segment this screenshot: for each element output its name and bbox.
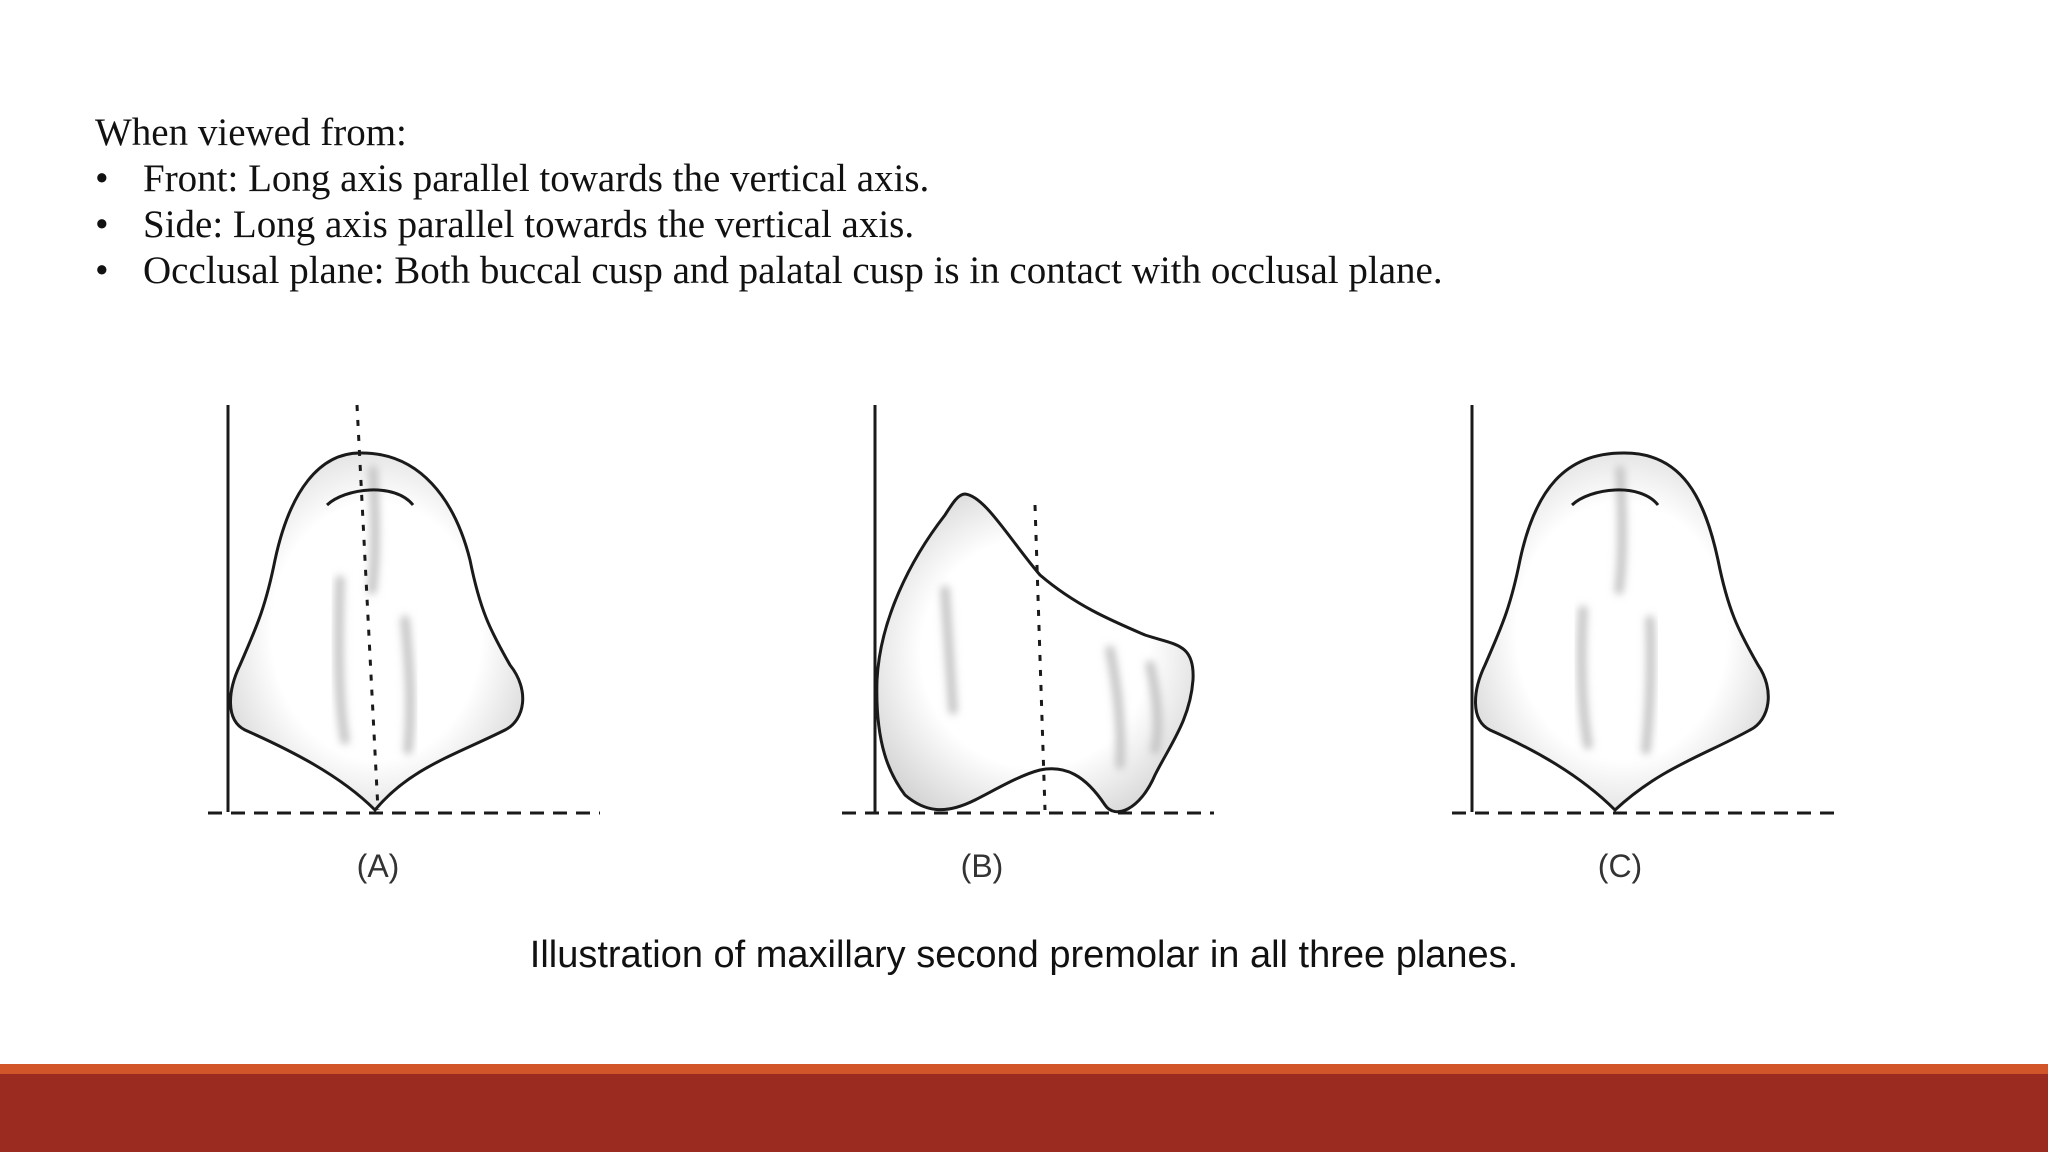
list-item [95, 248, 1443, 294]
bullet-text-occlusal: Occlusal plane: Both buccal cusp and palatal cusp is in contact with occlusal plane. [143, 249, 1443, 292]
footer-accent-stripe [0, 1064, 2048, 1074]
panel-c-label: (C) [1597, 848, 1643, 884]
bullet-text-front: Front: Long axis parallel towards the vertical axis. [143, 157, 930, 200]
panel-a-drawing [208, 405, 600, 813]
list-item [95, 202, 1443, 248]
bullet-text-side: Side: Long axis parallel towards the vertical axis. [143, 203, 915, 246]
premolar-figure [0, 380, 2048, 920]
intro-lead: When viewed from: [95, 111, 407, 154]
panel-b-drawing [842, 405, 1214, 813]
footer-bar [0, 1074, 2048, 1152]
bullet-icon: • [95, 203, 109, 246]
figure-caption: Illustration of maxillary second premolar in all three planes. [529, 934, 1519, 976]
premolar-illustration [0, 380, 2048, 920]
bullet-list [95, 156, 1443, 294]
panel-b-tooth-outline [877, 494, 1193, 812]
bullet-icon: • [95, 157, 109, 200]
panel-c-drawing [1452, 405, 1840, 813]
intro-text [95, 110, 1443, 294]
bullet-icon: • [95, 249, 109, 292]
panel-b-label: (B) [960, 848, 1004, 884]
list-item [95, 156, 1443, 202]
panel-a-label: (A) [356, 848, 400, 884]
